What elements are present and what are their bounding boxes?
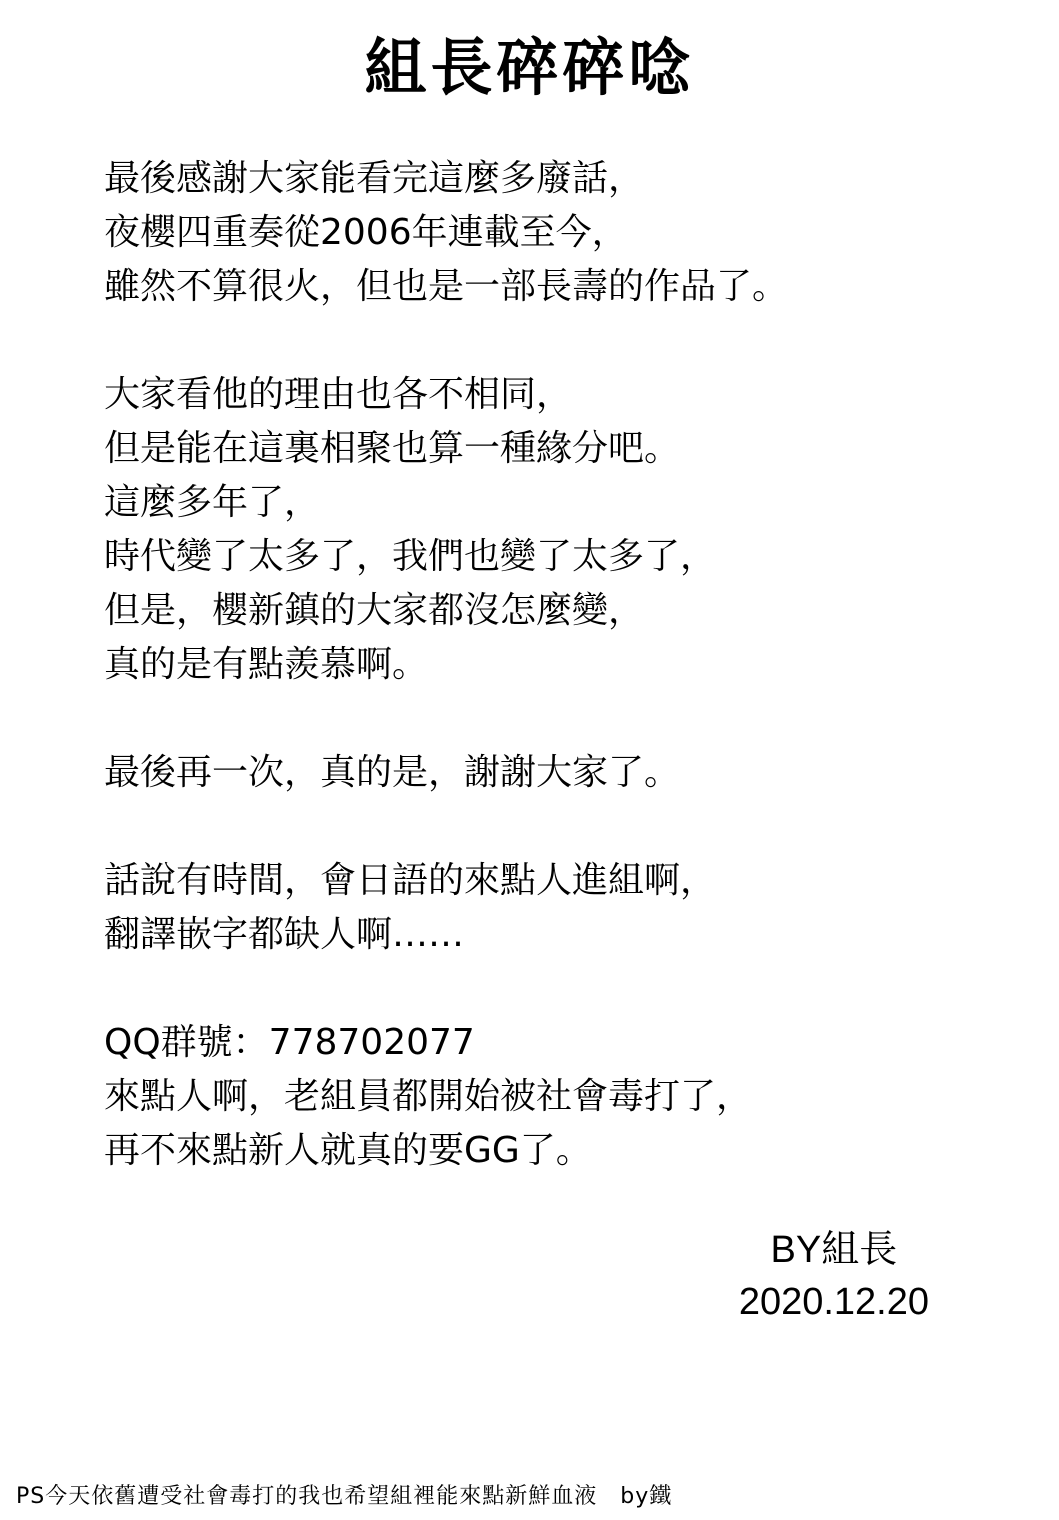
text-line: 最後再一次，真的是，謝謝大家了。 [104,752,681,793]
text-line: 翻譯嵌字都缺人啊…… [104,914,465,955]
text-line: 夜櫻四重奏從2006年連載至今， [104,212,628,253]
message-body [104,152,1024,1178]
paragraph [104,152,1024,314]
text-line: 但是，櫻新鎮的大家都沒怎麼變， [104,590,645,631]
paragraph-gap [104,800,1024,854]
paragraph [104,746,1024,800]
paragraph-gap [104,314,1024,368]
text-line: 但是能在這裏相聚也算一種緣分吧。 [104,428,681,469]
paragraph-gap [104,962,1024,1016]
text-line: 再不來點新人就真的要GG了。 [104,1130,592,1171]
text-line: 最後感謝大家能看完這麼多廢話， [104,158,645,199]
page-title: 組長碎碎唸 [364,31,695,104]
paragraph [104,1016,1024,1178]
text-line: 時代變了太多了，我們也變了太多了， [104,536,717,577]
signature-author: BY組長 [770,1229,898,1271]
handwritten-footnote: PS今天依舊遭受社會毒打的我也希望組裡能來點新鮮血液 by鐵 [16,1484,673,1509]
text-line: 來點人啊，老組員都開始被社會毒打了， [104,1076,753,1117]
paragraph-gap [104,692,1024,746]
qq-group-line: QQ群號：778702077 [104,1022,475,1063]
text-line: 大家看他的理由也各不相同， [104,374,573,415]
paragraph [104,368,1024,692]
text-line: 這麼多年了， [104,482,321,523]
signature-date: 2020.12.20 [738,1281,929,1323]
text-line: 真的是有點羨慕啊。 [104,644,429,685]
text-line: 話說有時間，會日語的來點人進組啊， [104,860,717,901]
text-line: 雖然不算很火，但也是一部長壽的作品了。 [104,266,789,307]
paragraph [104,854,1024,962]
signature-block [739,1224,929,1328]
